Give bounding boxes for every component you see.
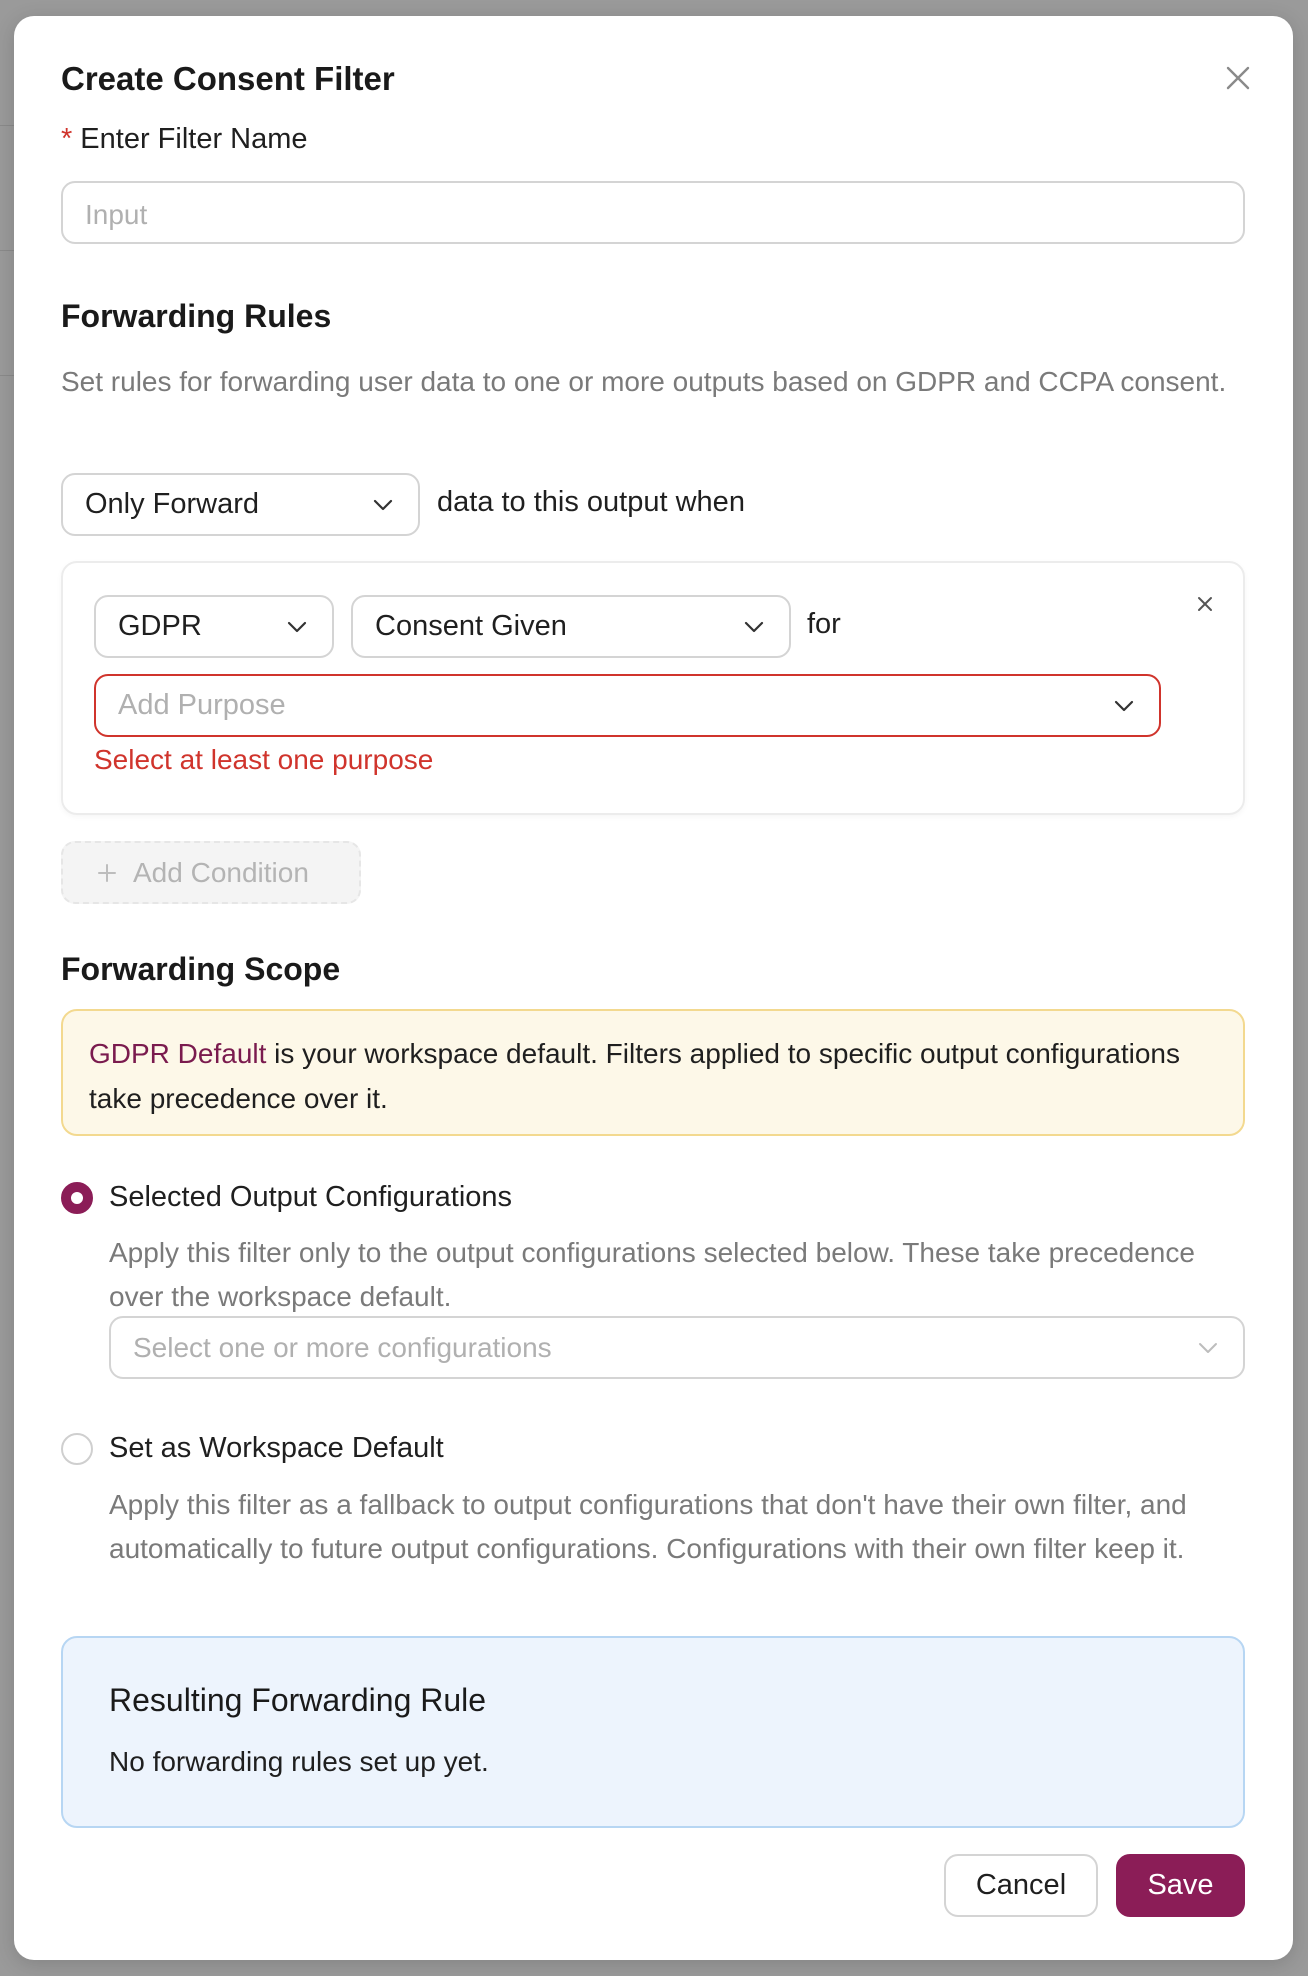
workspace-default-label[interactable]: Set as Workspace Default (109, 1432, 444, 1464)
resulting-rule-text: No forwarding rules set up yet. (109, 1746, 489, 1777)
workspace-default-radio[interactable] (61, 1433, 93, 1465)
required-marker: * (61, 123, 73, 155)
consent-status-value: Consent Given (375, 610, 567, 642)
save-button[interactable]: Save (1116, 1854, 1245, 1917)
condition-for-text: for (807, 608, 841, 640)
filter-name-label (61, 123, 308, 156)
selected-output-configurations-radio[interactable] (61, 1182, 93, 1214)
forwarding-rules-heading: Forwarding Rules (61, 298, 332, 334)
gdpr-default-link[interactable]: GDPR Default (89, 1038, 267, 1069)
filter-name-label-text: Enter Filter Name (80, 123, 308, 155)
consent-status-select[interactable] (351, 595, 791, 658)
create-consent-filter-dialog (14, 16, 1293, 1960)
cancel-button[interactable]: Cancel (944, 1854, 1098, 1917)
chevron-down-icon (284, 614, 310, 640)
backdrop-divider (0, 125, 14, 126)
chevron-down-icon (1195, 1335, 1221, 1361)
add-condition-button[interactable] (61, 841, 361, 904)
forwarding-scope-heading: Forwarding Scope (61, 951, 341, 987)
purpose-placeholder: Add Purpose (118, 689, 286, 721)
chevron-down-icon (1111, 693, 1137, 719)
dialog-title: Create Consent Filter (61, 60, 395, 97)
close-button[interactable] (1216, 56, 1260, 100)
purpose-select[interactable] (94, 674, 1161, 737)
add-condition-label: Add Condition (133, 856, 309, 888)
configurations-select[interactable] (109, 1316, 1245, 1379)
forwarding-rules-description: Set rules for forwarding user data to one or more outputs based on GDPR and CCPA consent. (61, 366, 1227, 397)
plus-icon (95, 861, 119, 885)
purpose-error-message: Select at least one purpose (94, 744, 434, 775)
selected-output-configurations-description: Apply this filter only to the output configurations selected below. These take precedence over the workspace default. (109, 1237, 1195, 1312)
backdrop-divider (0, 375, 14, 376)
notice-text: is your workspace default. Filters applied to specific output configurations take precedence over it. (89, 1038, 1180, 1114)
workspace-default-notice (61, 1009, 1245, 1136)
workspace-default-description: Apply this filter as a fallback to output configurations that don't have their own filter, and automatically to future output configurations. Configurations with their own filter keep it. (109, 1489, 1187, 1564)
forward-mode-select[interactable] (61, 473, 420, 536)
configurations-placeholder: Select one or more configurations (133, 1331, 552, 1363)
close-icon (1190, 589, 1220, 619)
regulation-value: GDPR (118, 610, 202, 642)
forward-mode-value: Only Forward (85, 488, 260, 520)
forward-mode-suffix: data to this output when (437, 486, 745, 518)
remove-condition-button[interactable] (1190, 589, 1220, 619)
regulation-select[interactable] (94, 595, 334, 658)
backdrop-divider (0, 250, 14, 251)
filter-name-input[interactable]: Input (61, 181, 1245, 244)
chevron-down-icon (741, 614, 767, 640)
close-icon (1216, 56, 1260, 100)
chevron-down-icon (370, 492, 396, 518)
selected-output-configurations-label[interactable]: Selected Output Configurations (109, 1181, 513, 1213)
resulting-rule-panel (61, 1636, 1245, 1828)
resulting-rule-title: Resulting Forwarding Rule (109, 1682, 487, 1718)
